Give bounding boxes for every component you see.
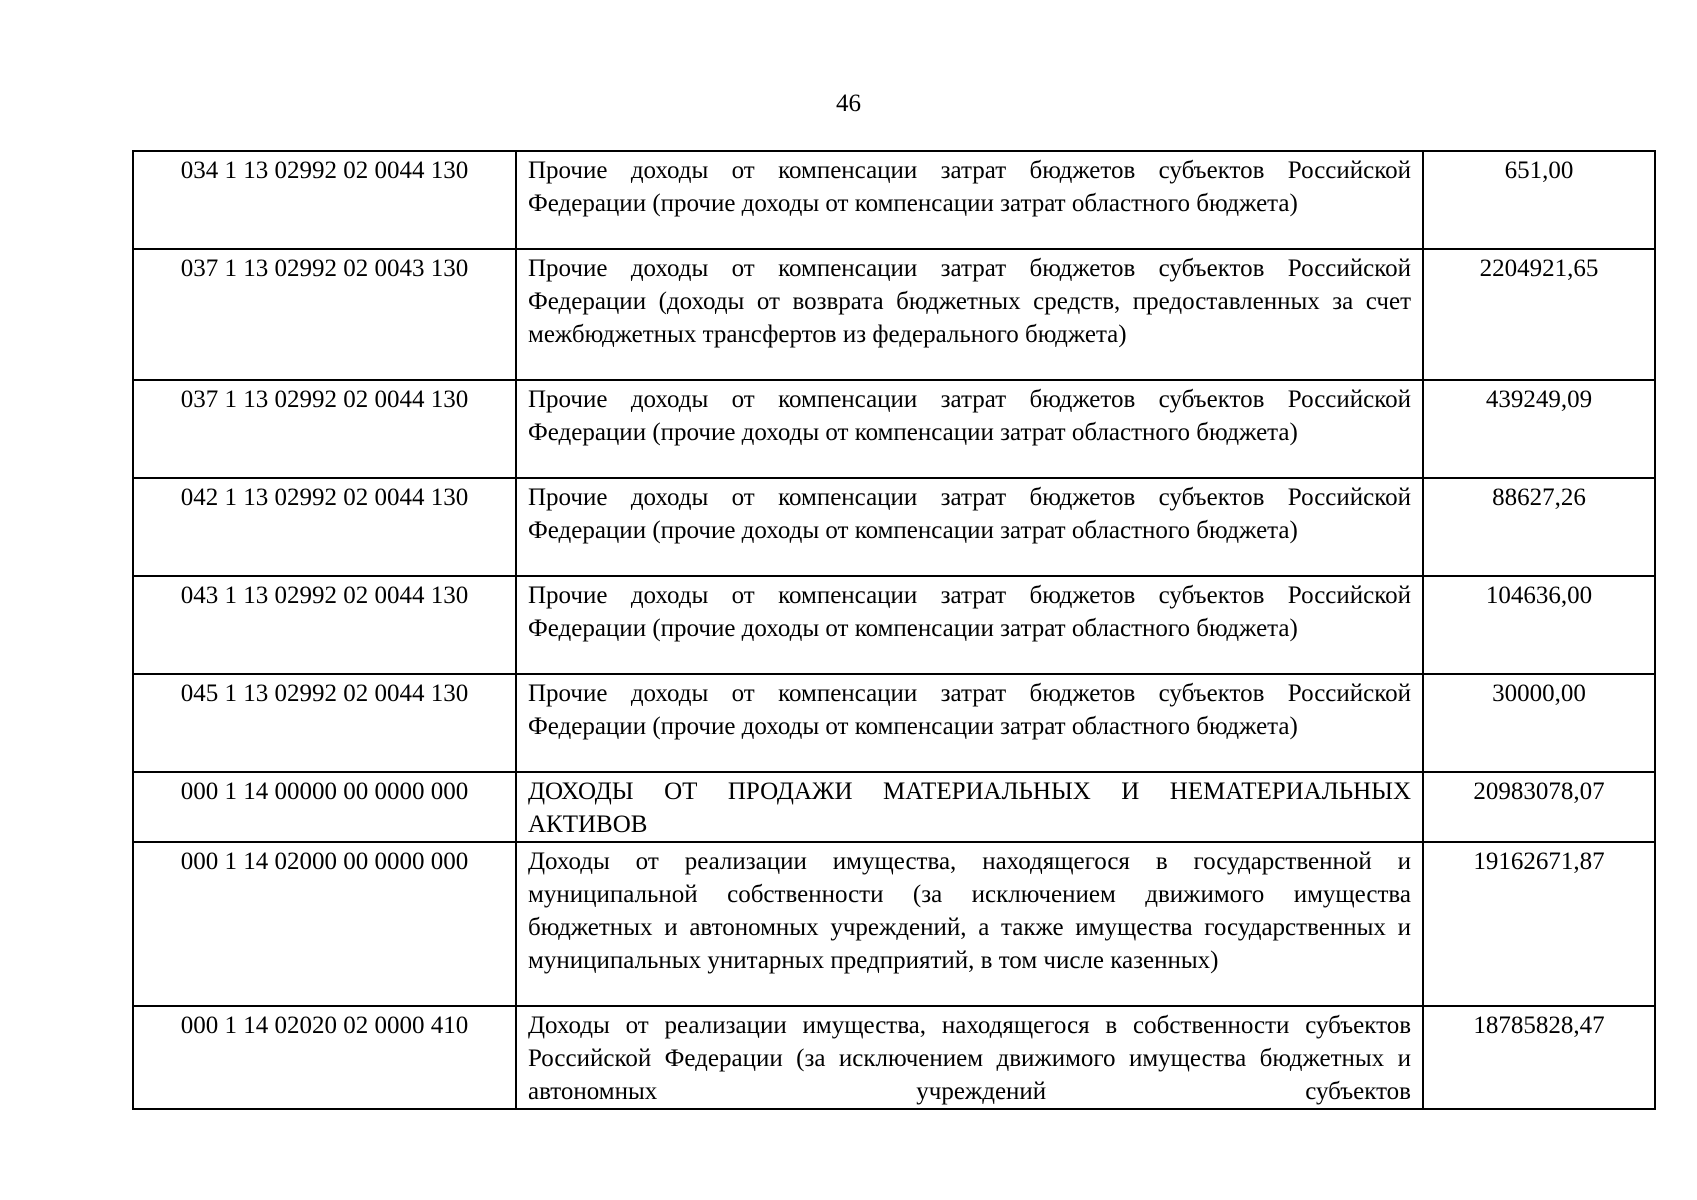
- description-cell: Прочие доходы от компенсации затрат бюджетов субъектов Российской Федерации (прочие доходы от компенсации затрат областного бюджета): [516, 674, 1423, 772]
- description-cell: Прочие доходы от компенсации затрат бюджетов субъектов Российской Федерации (прочие доходы от компенсации затрат областного бюджета): [516, 576, 1423, 674]
- amount-cell: 439249,09: [1423, 380, 1655, 478]
- amount-cell: 104636,00: [1423, 576, 1655, 674]
- description-cell: Прочие доходы от компенсации затрат бюджетов субъектов Российской Федерации (доходы от возврата бюджетных средств, предоставленных за счет межбюджетных трансфертов из федерального бюджета): [516, 249, 1423, 380]
- budget-code-cell: 000 1 14 00000 00 0000 000: [133, 772, 516, 842]
- table-row: [133, 842, 1655, 1006]
- budget-code-cell: 034 1 13 02992 02 0044 130: [133, 151, 516, 249]
- budget-code-cell: 000 1 14 02020 02 0000 410: [133, 1006, 516, 1109]
- amount-cell: 19162671,87: [1423, 842, 1655, 1006]
- table-row: [133, 674, 1655, 772]
- table-row: [133, 478, 1655, 576]
- description-cell: Доходы от реализации имущества, находящегося в собственности субъектов Российской Федерации (за исключением движимого имущества бюджетных и автономных учреждений субъектов: [516, 1006, 1423, 1109]
- table-row: [133, 151, 1655, 249]
- budget-code-cell: 043 1 13 02992 02 0044 130: [133, 576, 516, 674]
- budget-code-cell: 045 1 13 02992 02 0044 130: [133, 674, 516, 772]
- amount-cell: 2204921,65: [1423, 249, 1655, 380]
- description-cell: Доходы от реализации имущества, находящегося в государственной и муниципальной собственности (за исключением движимого имущества бюджетных и автономных учреждений, а также имущества государственных и муниципальных унитарных предприятий, в том числе казенных): [516, 842, 1423, 1006]
- budget-code-cell: 037 1 13 02992 02 0044 130: [133, 380, 516, 478]
- description-cell: Прочие доходы от компенсации затрат бюджетов субъектов Российской Федерации (прочие доходы от компенсации затрат областного бюджета): [516, 478, 1423, 576]
- table-row: [133, 249, 1655, 380]
- budget-code-cell: 037 1 13 02992 02 0043 130: [133, 249, 516, 380]
- page-number: 46: [836, 90, 861, 117]
- table-row: [133, 380, 1655, 478]
- amount-cell: 651,00: [1423, 151, 1655, 249]
- description-cell: Прочие доходы от компенсации затрат бюджетов субъектов Российской Федерации (прочие доходы от компенсации затрат областного бюджета): [516, 380, 1423, 478]
- amount-cell: 88627,26: [1423, 478, 1655, 576]
- amount-cell: 18785828,47: [1423, 1006, 1655, 1109]
- description-cell: ДОХОДЫ ОТ ПРОДАЖИ МАТЕРИАЛЬНЫХ И НЕМАТЕРИАЛЬНЫХ АКТИВОВ: [516, 772, 1423, 842]
- budget-code-cell: 042 1 13 02992 02 0044 130: [133, 478, 516, 576]
- table-row: [133, 576, 1655, 674]
- amount-cell: 30000,00: [1423, 674, 1655, 772]
- table-row: [133, 772, 1655, 842]
- budget-code-cell: 000 1 14 02000 00 0000 000: [133, 842, 516, 1006]
- table-row: [133, 1006, 1655, 1109]
- description-cell: Прочие доходы от компенсации затрат бюджетов субъектов Российской Федерации (прочие доходы от компенсации затрат областного бюджета): [516, 151, 1423, 249]
- amount-cell: 20983078,07: [1423, 772, 1655, 842]
- revenue-table: [132, 150, 1656, 1110]
